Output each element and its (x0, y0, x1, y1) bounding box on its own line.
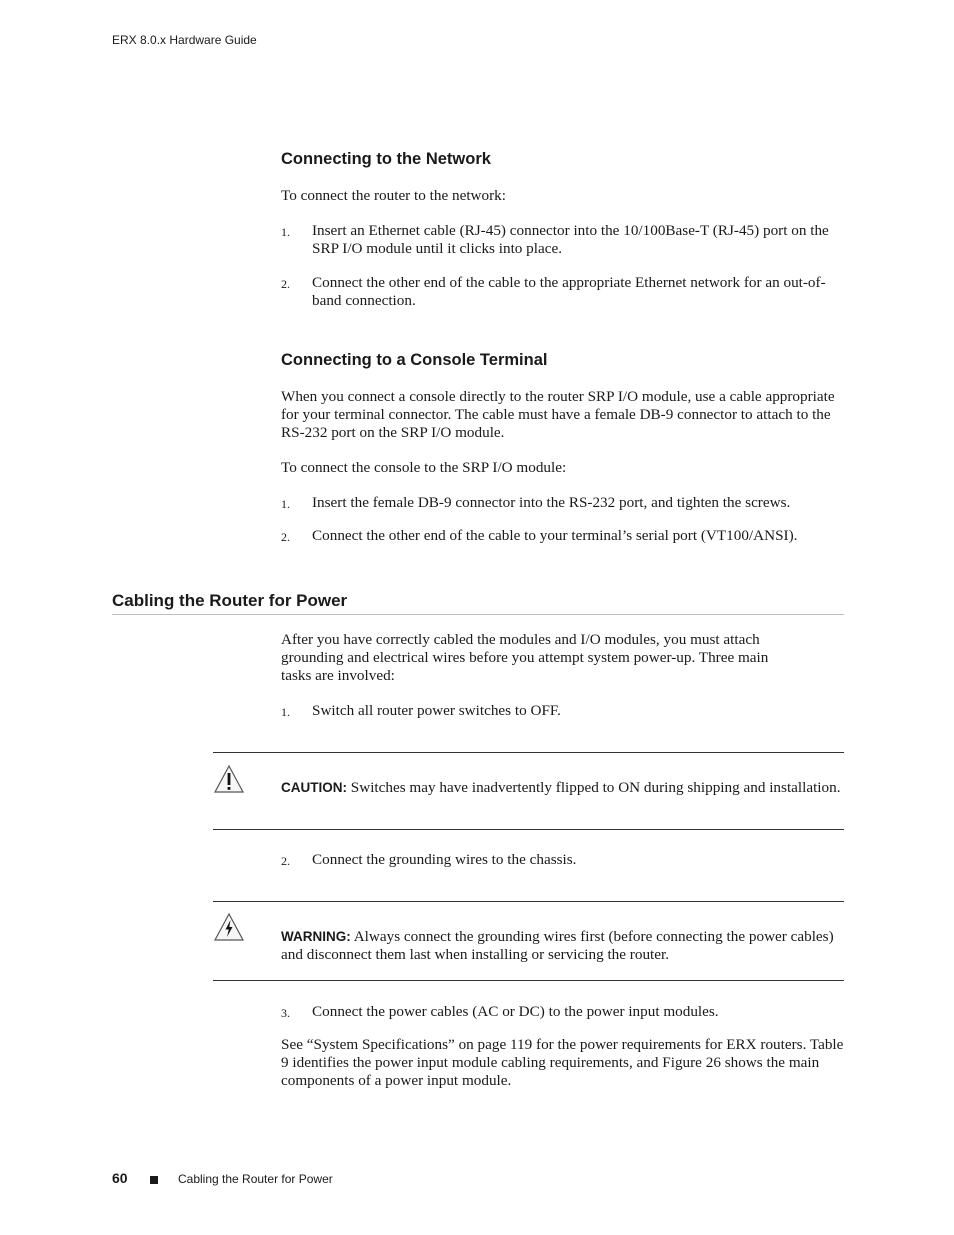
network-step-1 (281, 222, 846, 258)
step-number: 2. (281, 854, 290, 868)
heading-connecting-console: Connecting to a Console Terminal (281, 351, 548, 369)
step-number: 3. (281, 1006, 290, 1020)
caution-exclamation-icon (213, 764, 245, 794)
warning-text: Always connect the grounding wires first (before connecting the power cables) and disconnect them last when installing or servicing the router. (281, 928, 834, 963)
heading-connecting-network: Connecting to the Network (281, 150, 491, 168)
step-number: 1. (281, 225, 290, 239)
heading-cabling-power: Cabling the Router for Power (112, 591, 348, 610)
running-header: ERX 8.0.x Hardware Guide (112, 33, 257, 47)
caution-top-rule (213, 752, 844, 753)
warning-note (281, 928, 846, 964)
step-text: Connect the power cables (AC or DC) to the power input modules. (312, 1003, 719, 1020)
warning-label: WARNING: (281, 929, 351, 944)
warning-lightning-icon (213, 912, 245, 942)
caution-text: Switches may have inadvertently flipped to ON during shipping and installation. (347, 779, 841, 796)
caution-label: CAUTION: (281, 780, 347, 795)
warning-top-rule (213, 901, 844, 902)
step-number: 1. (281, 705, 290, 719)
step-text: Insert an Ethernet cable (RJ-45) connector into the 10/100Base-T (RJ-45) port on the SRP I/O module until it clicks into place. (312, 222, 829, 257)
caution-note (281, 779, 846, 797)
warning-bottom-rule (213, 980, 844, 981)
step-text: Connect the other end of the cable to the appropriate Ethernet network for an out-of-band connection. (312, 274, 826, 309)
step-text: Switch all router power switches to OFF. (312, 702, 561, 719)
console-step-2 (281, 527, 846, 545)
footer-section-title: Cabling the Router for Power (178, 1172, 333, 1186)
step-text: Connect the grounding wires to the chassis. (312, 851, 577, 868)
caution-bottom-rule (213, 829, 844, 830)
step-text: Insert the female DB-9 connector into the RS-232 port, and tighten the screws. (312, 494, 791, 511)
power-step-2 (281, 851, 846, 869)
step-number: 2. (281, 277, 290, 291)
footer-square-bullet (150, 1176, 158, 1184)
heading-divider (112, 614, 844, 615)
network-step-2 (281, 274, 846, 310)
step-number: 1. (281, 497, 290, 511)
step-text: Connect the other end of the cable to your terminal’s serial port (VT100/ANSI). (312, 527, 798, 544)
power-step-3 (281, 1003, 846, 1021)
console-step-1 (281, 494, 846, 512)
console-para: When you connect a console directly to the router SRP I/O module, use a cable appropriate for your terminal connector. The cable must have a female DB-9 connector to attach to the RS-232 port on the SRP I/O module. (281, 388, 835, 441)
page-number: 60 (112, 1170, 128, 1186)
power-step-1 (281, 702, 846, 720)
step-number: 2. (281, 530, 290, 544)
power-closing: See “System Specifications” on page 119 for the power requirements for ERX routers. Table 9 identifies the power input module cabling requirements, and Figure 26 shows the main components of a power input module. (281, 1036, 844, 1089)
network-intro: To connect the router to the network: (281, 187, 506, 204)
power-para: After you have correctly cabled the modules and I/O modules, you must attach grounding and electrical wires before you attempt system power-up. Three main tasks are involved: (281, 631, 769, 684)
console-intro: To connect the console to the SRP I/O module: (281, 459, 567, 476)
